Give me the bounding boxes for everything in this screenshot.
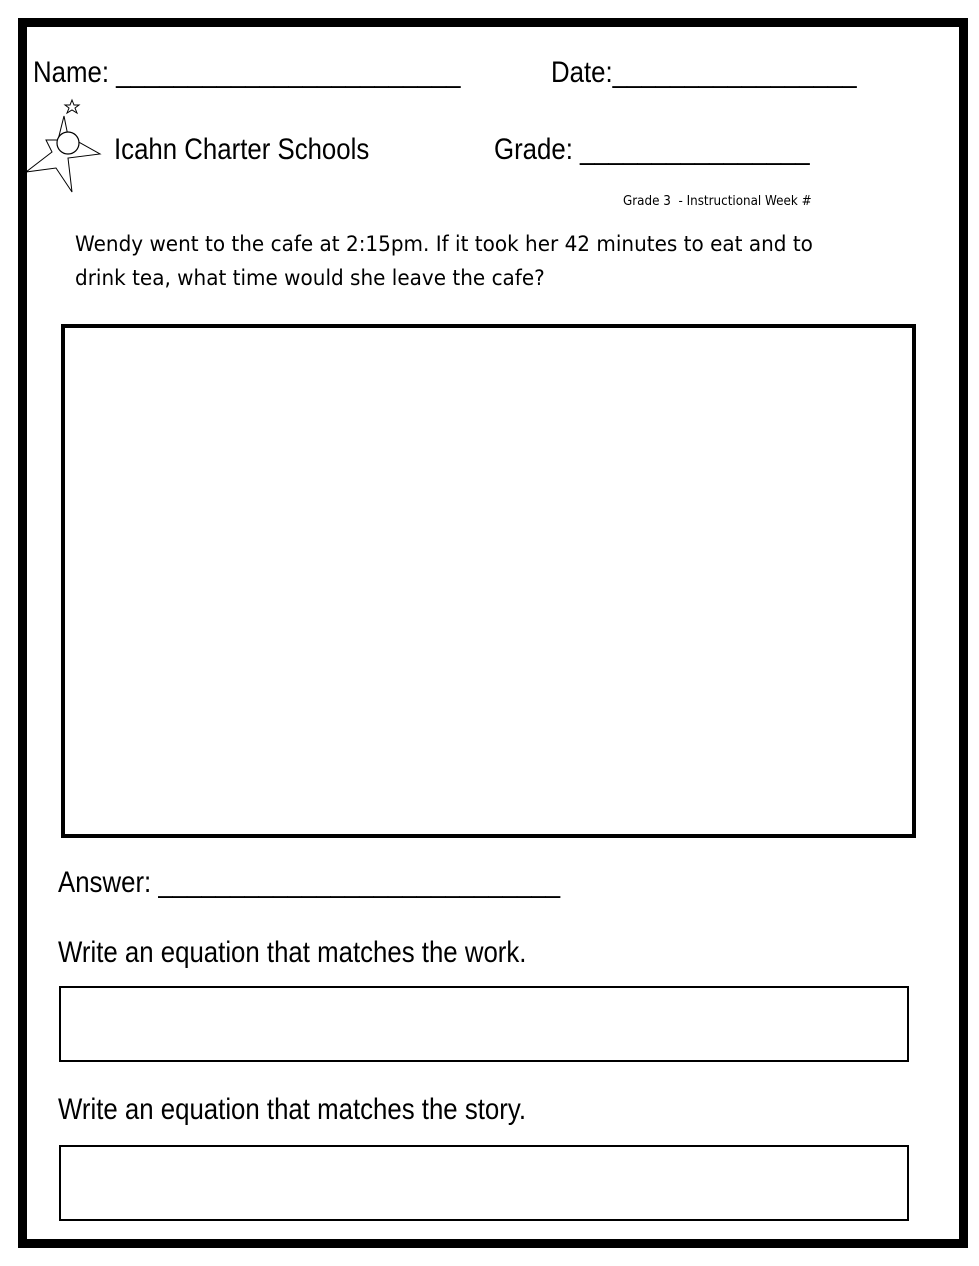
work-area-box[interactable] <box>61 324 916 838</box>
equation-story-prompt: Write an equation that matches the story. <box>58 1093 527 1126</box>
name-field-label: Name: ________________________ <box>33 56 461 89</box>
equation-story-box[interactable] <box>59 1145 909 1221</box>
answer-field-label: Answer: ____________________________ <box>58 866 561 899</box>
grade-field-label: Grade: ________________ <box>494 133 810 166</box>
instructional-week-label: Grade 3 - Instructional Week # <box>623 194 812 209</box>
word-problem-text: Wendy went to the cafe at 2:15pm. If it took her 42 minutes to eat and to drink tea, what time would she leave the cafe? <box>75 232 813 291</box>
school-name: Icahn Charter Schools <box>114 133 370 166</box>
date-field-label: Date:_________________ <box>551 56 857 89</box>
star-logo-icon <box>24 96 104 196</box>
equation-work-prompt: Write an equation that matches the work. <box>58 936 527 969</box>
equation-work-box[interactable] <box>59 986 909 1062</box>
